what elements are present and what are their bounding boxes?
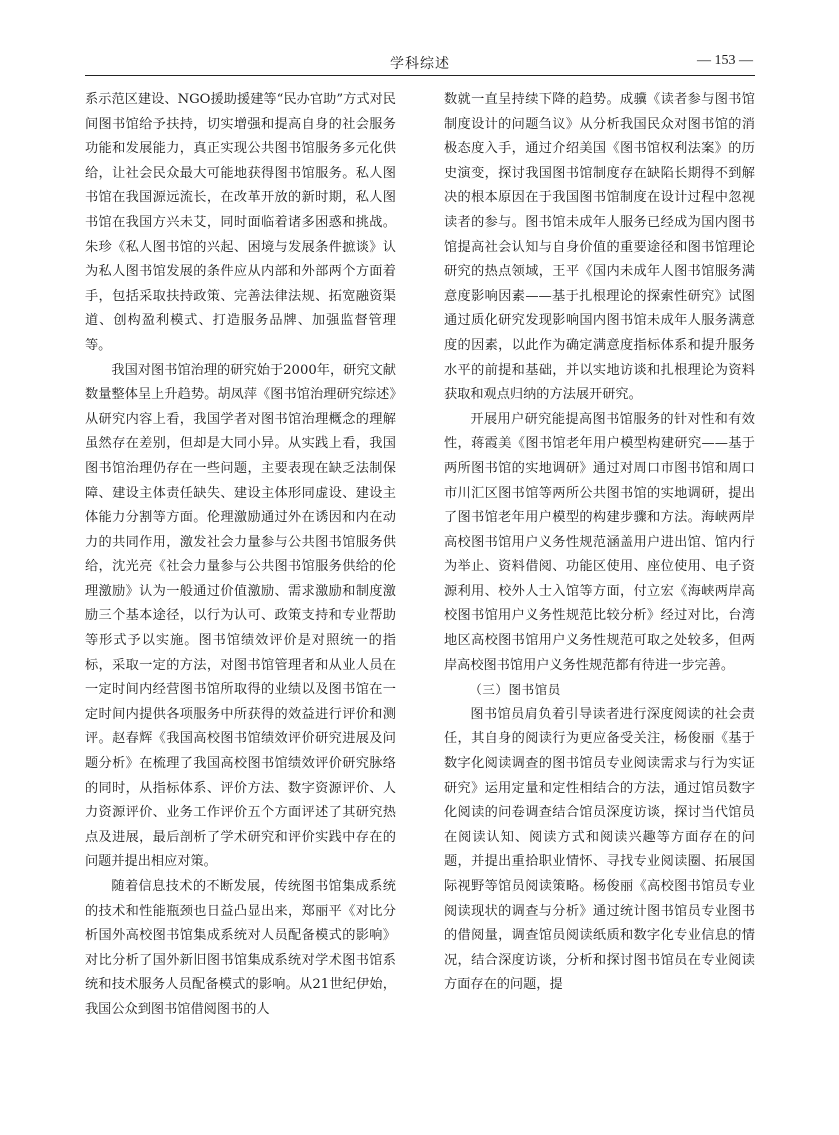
paragraph-continued: 系示范区建设、NGO援助援建等“民办官助”方式对民间图书馆给予扶持，切实增强和提高自身的社会服务功能和发展能力，真正实现公共图书馆服务多元化供给，让社会民众最大可能地获得图书馆服务。私人图书馆在我国源远流长，在改革开放的新时期，私人图书馆在我国方兴未艾，同时面临着诸多困惑和挑战。朱珍《私人图书馆的兴起、困境与发展条件摭谈》认为私人图书馆发展的条件应从内部和外部两个方面着手，包括采取扶持政策、完善法律法规、拓宽融资渠道、创构盈利模式、打造服务品牌、加强监督管理等。 — [85, 92, 396, 353]
right-column — [444, 88, 755, 998]
paragraph-continued: 数就一直呈持续下降的趋势。成骥《读者参与图书馆制度设计的问题刍议》从分析我国民众对图书馆的消极态度入手，通过介绍美国《图书馆权利法案》的历史演变，探讨我国图书馆制度存在缺陷长期得不到解决的根本原因在于我国图书馆制度在设计过程中忽视读者的参与。图书馆未成年人服务已经成为国内图书馆提高社会认知与自身价值的重要途径和图书馆理论研究的热点领域，王平《国内未成年人图书馆服务满意度影响因素——基于扎根理论的探索性研究》试图通过质化研究发现影响国内图书馆未成年人服务满意度的因素，以此作为确定满意度指标体系和提升服务水平的前提和基础，并以实地访谈和扎根理论为资料获取和观点归纳的方法展开研究。 — [444, 92, 755, 403]
running-title: 学科综述 — [390, 56, 450, 72]
header-rule — [85, 75, 755, 76]
page-header — [85, 50, 755, 76]
paragraph: 开展用户研究能提高图书馆服务的针对性和有效性，蒋霞美《图书馆老年用户模型构建研究——基于两所图书馆的实地调研》通过对周口市图书馆和周口市川汇区图书馆等两所公共图书馆的实地调研，提出了图书馆老年用户模型的构建步骤和方法。海峡两岸高校图书馆用户义务性规范涵盖用户进出馆、馆内行为举止、资料借阅、功能区使用、座位使用、电子资源利用、校外人士入馆等方面，付立宏《海峡两岸高校图书馆用户义务性规范比较分析》经过对比，台湾地区高校图书馆用户义务性规范可取之处较多，但两岸高校图书馆用户义务性规范都有待进一步完善。 — [444, 411, 755, 673]
section-heading: （三）图书馆员 — [469, 682, 561, 698]
left-column — [85, 88, 396, 1023]
paragraph: 我国对图书馆治理的研究始于2000年，研究文献数量整体呈上升趋势。胡凤萍《图书馆治理研究综述》从研究内容上看，我国学者对图书馆治理概念的理解虽然存在差别，但却是大同小异。从实践上看，我国图书馆治理仍存在一些问题，主要表现在缺乏法制保障、建设主体责任缺失、建设主体形同虚设、建设主体能力分割等方面。伦理激励通过外在诱因和内在动力的共同作用，激发社会力量参与公共图书馆服务供给，沈光亮《社会力量参与公共图书馆服务供给的伦理激励》认为一般通过价值激励、需求激励和制度激励三个基本途径，以行为认可、政策支持和专业帮助等形式予以实施。图书馆绩效评价是对照统一的指标，采取一定的方法，对图书馆管理者和从业人员在一定时间内经营图书馆所取得的业绩以及图书馆在一定时间内提供各项服务中所获得的效益进行评价和测评。赵春辉《我国高校图书馆绩效评价研究进展及问题分析》在梳理了我国高校图书馆绩效评价研究脉络的同时，从指标体系、评价方法、数字资源评价、人力资源评价、业务工作评价五个方面评述了其研究热点及进展，最后剖析了学术研究和评价实践中存在的问题并提出相应对策。 — [85, 362, 396, 870]
page-number: — 153 — — [697, 53, 753, 68]
paragraph: 图书馆员肩负着引导读者进行深度阅读的社会责任，其自身的阅读行为更应备受关注，杨俊丽《基于数字化阅读调查的图书馆员专业阅读需求与行为实证研究》运用定量和定性相结合的方法，通过馆员数字化阅读的问卷调查结合馆员深度访谈，探讨当代馆员在阅读认知、阅读方式和阅读兴趣等方面存在的问题，并提出重拾职业情怀、寻找专业阅读圈、拓展国际视野等馆员阅读策略。杨俊丽《高校图书馆员专业阅读现状的调查与分析》通过统计图书馆员专业图书的借阅量，调查馆员阅读纸质和数字化专业信息的情况，结合深度访谈，分析和探讨图书馆员在专业阅读方面存在的问题，提 — [444, 706, 755, 993]
paragraph: 随着信息技术的不断发展，传统图书馆集成系统的技术和性能瓶颈也日益凸显出来，郑丽平《对比分析国外高校图书馆集成系统对人员配备模式的影响》对比分析了国外新旧图书馆集成系统对学术图书馆系统和技术服务人员配备模式的影响。从21世纪伊始，我国公众到图书馆借阅图书的人 — [85, 879, 396, 1017]
